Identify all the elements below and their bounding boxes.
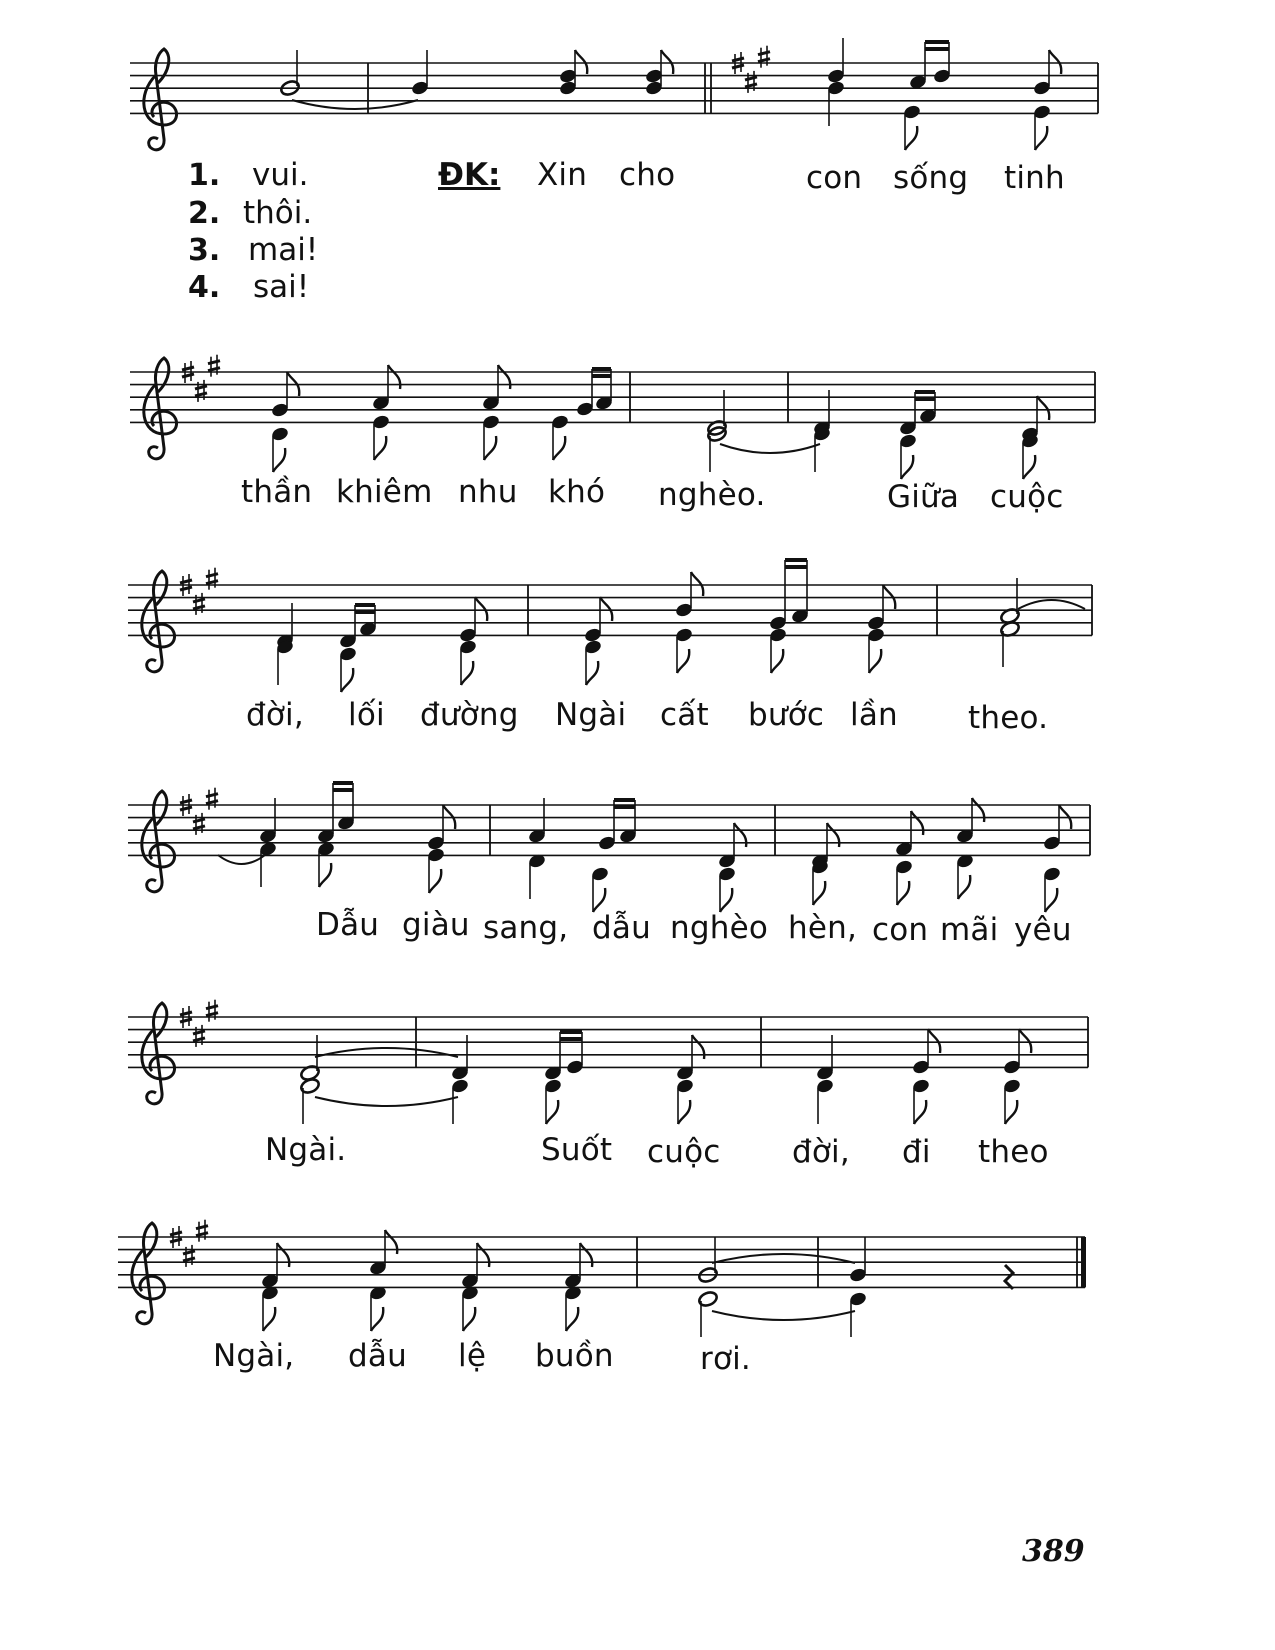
sharp-icon <box>195 380 207 402</box>
note-flag <box>720 888 732 912</box>
treble-clef-icon <box>142 1003 175 1104</box>
note-flag <box>1005 1100 1017 1124</box>
lyric-word: lệ <box>458 1338 487 1374</box>
tie <box>1018 600 1085 609</box>
lyric-word: thần <box>241 474 313 510</box>
note-flag <box>1019 1029 1031 1053</box>
tie <box>712 1311 855 1320</box>
lyric-word: tinh <box>1004 160 1065 196</box>
sharp-icon <box>206 1000 218 1022</box>
note-flag <box>600 597 612 621</box>
note-flag <box>911 811 923 835</box>
note-flag <box>928 1029 940 1053</box>
note-flag <box>678 1100 690 1124</box>
note-flag <box>897 881 909 905</box>
sharp-icon <box>193 593 205 615</box>
lyric-word: đường <box>420 697 519 733</box>
sharp-icon <box>193 813 205 835</box>
final-barline <box>1081 1237 1086 1287</box>
note-flag <box>277 1243 289 1267</box>
refrain-label: ĐK: <box>438 157 501 193</box>
verse-number-4: 4. <box>188 270 221 305</box>
lyric-word: cất <box>660 697 709 733</box>
note-flag <box>677 649 689 673</box>
lyric-word: lối <box>348 697 385 733</box>
sharp-icon <box>193 1025 205 1047</box>
verse-text-1: vui. <box>252 157 309 193</box>
note-flag <box>371 1307 383 1331</box>
sharp-icon <box>745 71 757 93</box>
verse-number-2: 2. <box>188 196 221 231</box>
note-flag <box>1049 50 1061 74</box>
note-flag <box>429 869 441 893</box>
note-flag <box>374 436 386 460</box>
verse-text-3: mai! <box>248 232 319 268</box>
lyric-word: Suốt <box>541 1132 613 1168</box>
note-flag <box>869 649 881 673</box>
lyric-word: mãi <box>940 912 999 948</box>
sharp-icon <box>206 568 218 590</box>
lyric-word: buồn <box>535 1338 614 1374</box>
note-flag <box>593 888 605 912</box>
tie <box>720 444 820 453</box>
note-flag <box>484 436 496 460</box>
tie <box>315 1097 458 1106</box>
note-flag <box>475 597 487 621</box>
lyric-word: rơi. <box>700 1341 751 1377</box>
treble-clef-icon <box>132 1223 165 1324</box>
lyric-word: theo. <box>968 700 1049 736</box>
lyric-word: Dẫu <box>316 907 380 943</box>
sharp-icon <box>206 788 218 810</box>
note-flag <box>341 668 353 692</box>
lyric-word: đi <box>902 1134 931 1170</box>
note-flag <box>586 661 598 685</box>
tie <box>218 855 265 864</box>
lyric-word: Ngài <box>555 697 627 733</box>
note-flag <box>553 436 565 460</box>
verse-number-3: 3. <box>188 233 221 268</box>
lyric-word: cuộc <box>647 1134 721 1170</box>
note-flag <box>972 798 984 822</box>
note-flag <box>1023 455 1035 479</box>
note-flag <box>575 50 587 74</box>
note-flag <box>546 1100 558 1124</box>
note-flag <box>771 649 783 673</box>
treble-clef-icon <box>144 358 177 459</box>
lyric-word: con <box>872 912 929 948</box>
lyric-word: sống <box>893 160 969 196</box>
note-flag <box>461 661 473 685</box>
note-flag <box>661 50 673 74</box>
lyric-word: bước <box>748 697 825 733</box>
lyric-word: con <box>806 160 863 196</box>
note-flag <box>813 881 825 905</box>
lyric-word: Xin <box>537 157 588 193</box>
lyric-word: nghèo <box>670 910 769 946</box>
treble-clef-icon <box>142 791 175 892</box>
lyric-word: khó <box>548 474 606 510</box>
lyric-word: đời, <box>246 697 304 733</box>
note-flag <box>1045 888 1057 912</box>
verse-text-4: sai! <box>253 269 310 305</box>
lyric-word: nhu <box>458 474 518 510</box>
lyric-word: cho <box>619 157 676 193</box>
lyric-word: hèn, <box>788 910 858 946</box>
note-flag <box>958 875 970 899</box>
lyric-word: lần <box>850 697 898 733</box>
note-flag <box>905 126 917 150</box>
note-flag <box>319 863 331 887</box>
treble-clef-icon <box>144 49 177 150</box>
lyric-word: khiêm <box>336 474 433 510</box>
note-flag <box>385 1230 397 1254</box>
verse-number-1: 1. <box>188 158 221 193</box>
note-flag <box>1035 126 1047 150</box>
page-number: 389 <box>1022 1534 1085 1569</box>
lyric-word: Ngài, <box>213 1338 295 1374</box>
note-flag <box>914 1100 926 1124</box>
lyric-word: cuộc <box>990 479 1064 515</box>
lyric-word: sang, <box>483 910 569 946</box>
note-flag <box>477 1243 489 1267</box>
note-flag <box>273 448 285 472</box>
sharp-icon <box>196 1220 208 1242</box>
lyric-word: theo <box>978 1134 1049 1170</box>
lyric-word: dẫu <box>592 910 651 946</box>
sharp-icon <box>183 1245 195 1267</box>
verse-text-2: thôi. <box>243 195 313 231</box>
lyric-word: yêu <box>1014 912 1072 948</box>
note-flag <box>463 1307 475 1331</box>
lyric-word: nghèo. <box>658 477 766 513</box>
lyric-word: Ngài. <box>265 1132 347 1168</box>
sharp-icon <box>758 46 770 68</box>
note-flag <box>901 455 913 479</box>
note-flag <box>691 572 703 596</box>
quarter-rest-icon <box>1005 1265 1013 1289</box>
note-flag <box>580 1243 592 1267</box>
treble-clef-icon <box>142 571 175 672</box>
note-flag <box>566 1307 578 1331</box>
note-flag <box>263 1307 275 1331</box>
tie <box>315 1048 458 1057</box>
lyric-word: đời, <box>792 1134 850 1170</box>
lyric-word: giàu <box>402 907 470 943</box>
note-flag <box>1037 396 1049 420</box>
lyric-word: dẫu <box>348 1338 407 1374</box>
lyric-word: Giữa <box>887 479 960 515</box>
sharp-icon <box>208 355 220 377</box>
